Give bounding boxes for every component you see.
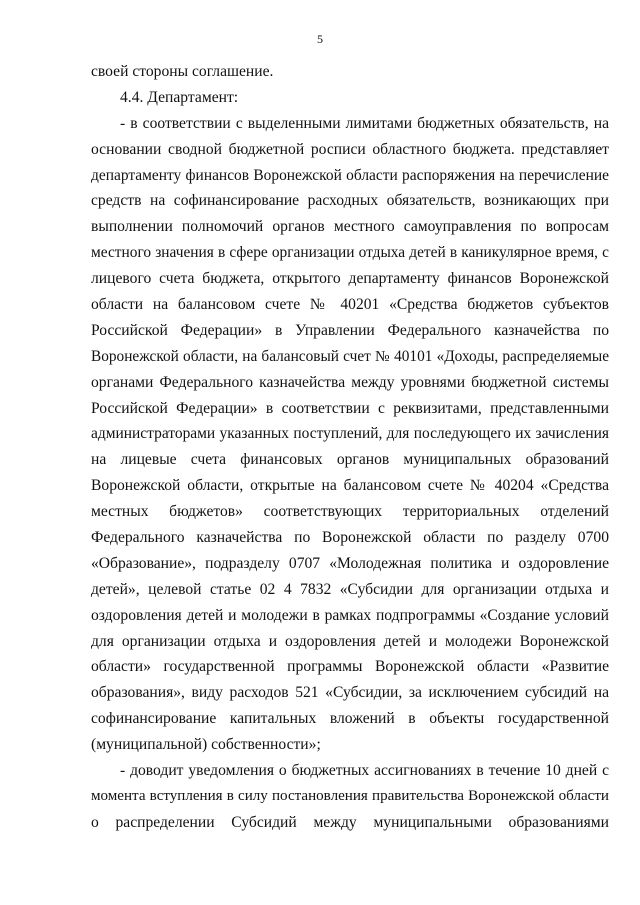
text-line: оздоровления детей и молодежи в рамках подпрограммы «Создание условий (91, 606, 609, 624)
text-line: органами Федерального казначейства между уровнями бюджетной системы (91, 373, 609, 391)
text-line: детей», целевой статье 02 4 7832 «Субсидии для организации отдыха и (91, 580, 609, 598)
text-line: о распределении Субсидий между муниципальными образованиями (91, 813, 609, 831)
text-line: местных бюджетов» соответствующих территориальных отделений (91, 503, 609, 521)
text-line: софинансирование капитальных вложений в объекты государственной (91, 710, 609, 728)
page-number: 5 (317, 32, 323, 46)
document-body (91, 59, 609, 836)
text-line: - в соответствии с выделенными лимитами бюджетных обязательств, на (120, 114, 609, 132)
text-line: «Образование», подразделу 0707 «Молодежная политика и оздоровление (91, 554, 609, 572)
text-line: основании сводной бюджетной росписи областного бюджета. представляет (91, 140, 609, 158)
text-line: (муниципальной) собственности»; (91, 736, 321, 754)
text-line: Российской Федерации» в Управлении Федерального казначейства по (91, 321, 609, 339)
text-line: лицевого счета бюджета, открытого департаменту финансов Воронежской (91, 270, 609, 288)
text-line: местного значения в сфере организации отдыха детей в каникулярное время, с (91, 244, 609, 262)
text-line: момента вступления в силу постановления правительства Воронежской области (91, 787, 609, 804)
text-line: для организации отдыха и оздоровления детей и молодежи Воронежской (91, 632, 609, 650)
text-line: своей стороны соглашение. (91, 63, 274, 80)
text-line: области» государственной программы Воронежской области «Развитие (91, 658, 609, 676)
text-line: - доводит уведомления о бюджетных ассигнованиях в течение 10 дней с (120, 762, 609, 780)
text-line: департаменту финансов Воронежской области распоряжения на перечисление (91, 166, 609, 184)
text-line: средств на софинансирование расходных обязательств, возникающих при (91, 192, 609, 210)
text-line: выполнении полномочий органов местного самоуправления по вопросам (91, 218, 609, 236)
text-line: 4.4. Департамент: (120, 88, 239, 106)
text-line: Российской Федерации» в соответствии с реквизитами, представленными (91, 399, 609, 417)
text-line: Федерального казначейства по Воронежской области по разделу 0700 (91, 529, 609, 547)
text-line: на лицевые счета финансовых органов муниципальных образований (91, 451, 609, 469)
text-line: образования», виду расходов 521 «Субсидии, за исключением субсидий на (91, 684, 609, 702)
text-line: администраторами указанных поступлений, для последующего их зачисления (91, 425, 609, 443)
text-line: Воронежской области, открытые на балансовом счете № 40204 «Средства (91, 477, 609, 495)
text-line: Воронежской области, на балансовый счет № 40101 «Доходы, распределяемые (91, 347, 609, 365)
text-line: области на балансовом счете № 40201 «Средства бюджетов субъектов (91, 296, 609, 314)
